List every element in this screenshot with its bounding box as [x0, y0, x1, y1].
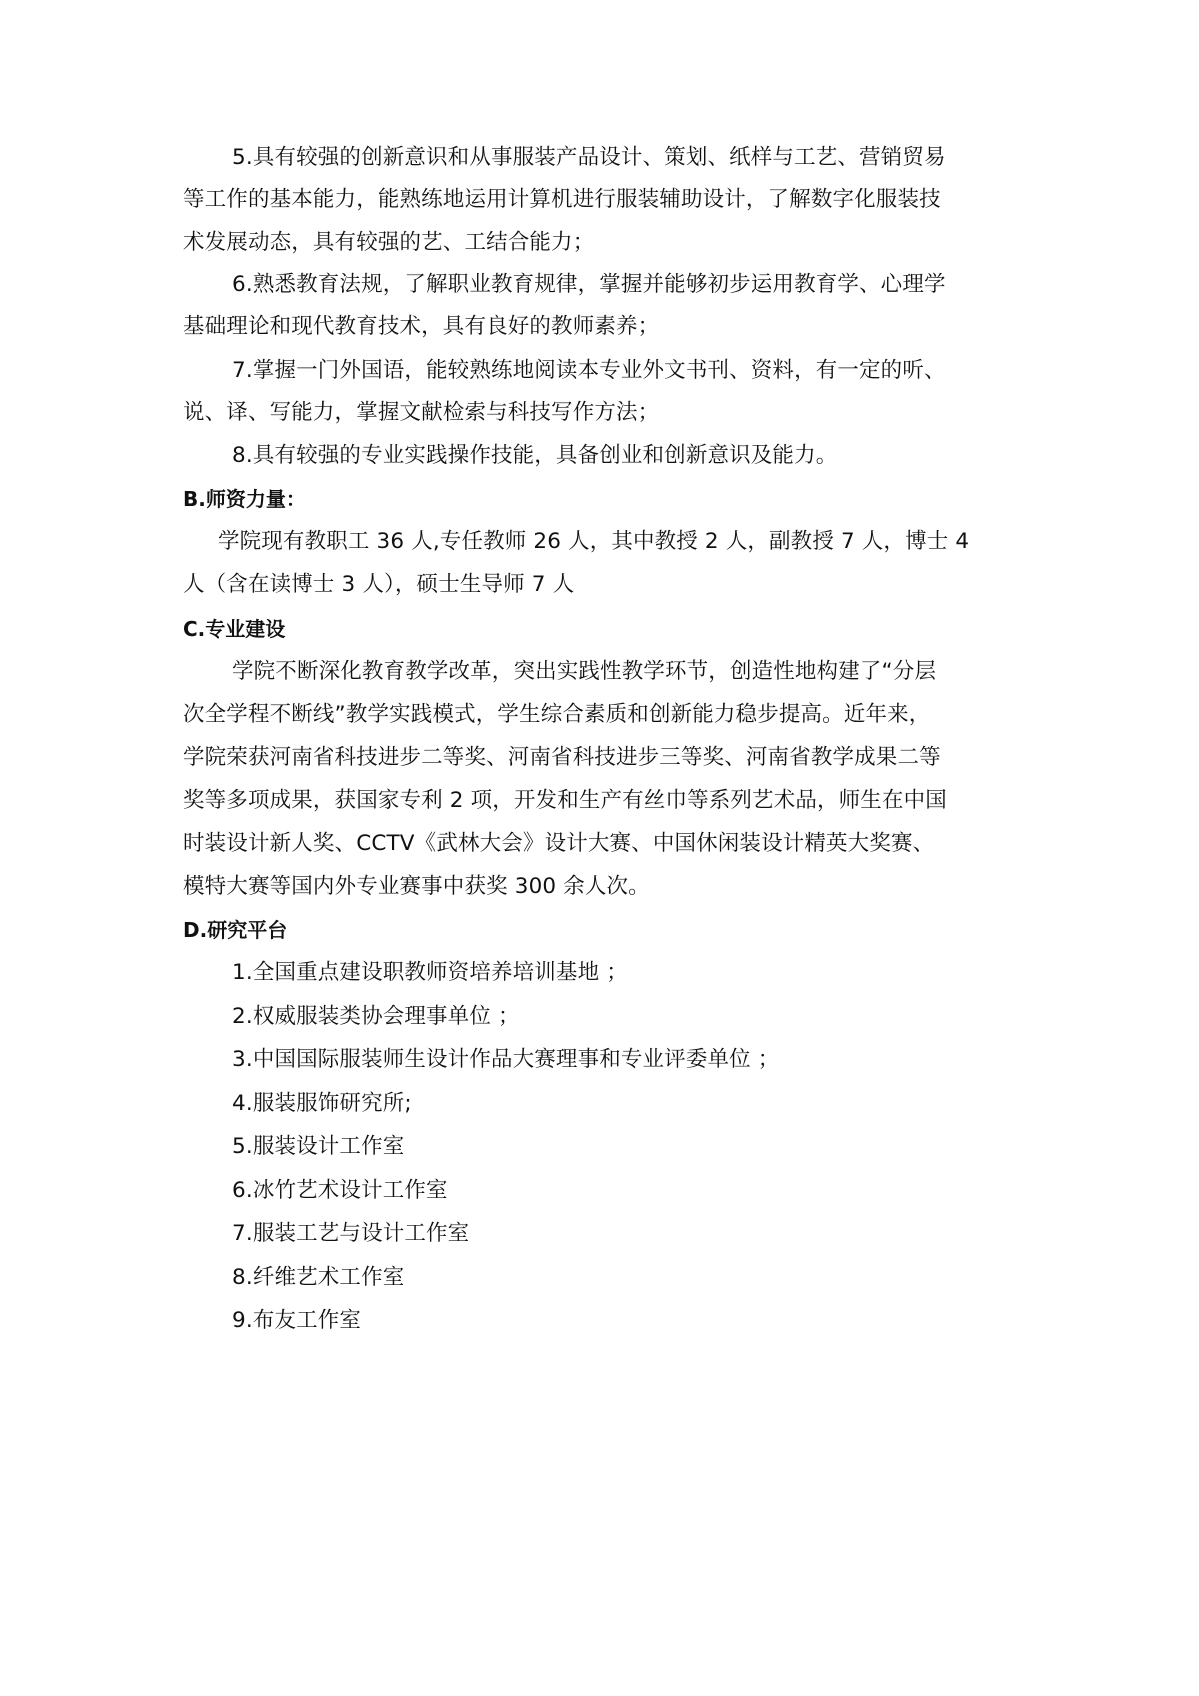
- list-item: 9.布友工作室: [232, 1308, 362, 1333]
- list-item: 7.服装工艺与设计工作室: [232, 1221, 470, 1246]
- paragraph-line: 5.具有较强的创新意识和从事服装产品设计、策划、纸样与工艺、营销贸易: [232, 145, 946, 170]
- paragraph-line: 次全学程不断线”教学实践模式，学生综合素质和创新能力稳步提高。近年来，: [183, 702, 931, 727]
- list-item: 6.冰竹艺术设计工作室: [232, 1178, 448, 1203]
- paragraph-line: 时装设计新人奖、CCTV《武林大会》设计大赛、中国休闲装设计精英大奖赛、: [183, 831, 935, 856]
- list-item: 2.权威服装类协会理事单位 ；: [232, 1004, 520, 1029]
- paragraph-line: 术发展动态，具有较强的艺、工结合能力；: [183, 230, 595, 255]
- paragraph-line: 6.熟悉教育法规，了解职业教育规律，掌握并能够初步运用教育学、心理学: [232, 272, 946, 297]
- section-heading-faculty: B.师资力量：: [183, 487, 306, 511]
- list-item: 1.全国重点建设职教师资培养培训基地 ；: [232, 960, 628, 985]
- paragraph-line: 8.具有较强的专业实践操作技能，具备创业和创新意识及能力。: [232, 443, 838, 468]
- paragraph-line: 基础理论和现代教育技术，具有良好的教师素养；: [183, 314, 660, 339]
- section-heading-research: D.研究平台: [183, 918, 288, 942]
- section-heading-construction: C.专业建设: [183, 617, 286, 641]
- list-item: 3.中国国际服装师生设计作品大赛理事和专业评委单位 ；: [232, 1047, 780, 1072]
- list-item: 8.纤维艺术工作室: [232, 1265, 405, 1290]
- paragraph-line: 说、译、写能力，掌握文献检索与科技写作方法；: [183, 400, 660, 425]
- paragraph-line: 学院现有教职工 36 人,专任教师 26 人，其中教授 2 人，副教授 7 人，博士 4: [218, 529, 970, 554]
- list-item: 5.服装设计工作室: [232, 1134, 405, 1159]
- paragraph-line: 人（含在读博士 3 人），硕士生导师 7 人: [183, 572, 575, 597]
- paragraph-line: 奖等多项成果，获国家专利 2 项，开发和生产有丝巾等系列艺术品，师生在中国: [183, 788, 947, 813]
- paragraph-line: 等工作的基本能力，能熟练地运用计算机进行服装辅助设计，了解数字化服装技: [183, 187, 941, 212]
- paragraph-line: 7.掌握一门外国语，能较熟练地阅读本专业外文书刊、资料，有一定的听、: [232, 358, 946, 383]
- paragraph-line: 模特大赛等国内外专业赛事中获奖 300 余人次。: [183, 874, 650, 899]
- list-item: 4.服装服饰研究所;: [232, 1091, 412, 1116]
- paragraph-line: 学院荣获河南省科技进步二等奖、河南省科技进步三等奖、河南省教学成果二等: [183, 745, 941, 770]
- paragraph-line: 学院不断深化教育教学改革，突出实践性教学环节，创造性地构建了“分层: [232, 659, 937, 684]
